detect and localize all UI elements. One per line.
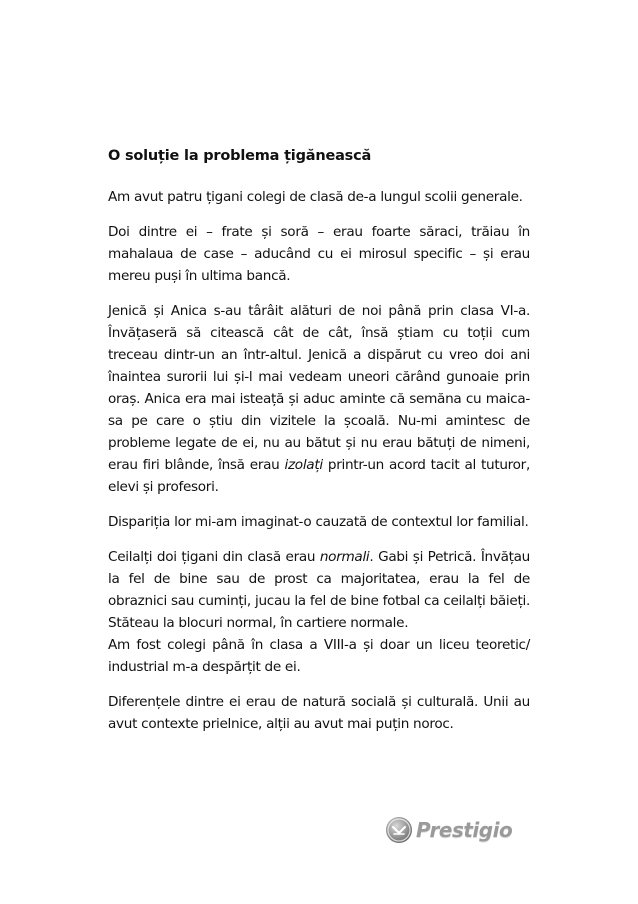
paragraph-5-emphasis: normali (319, 549, 370, 565)
prestigio-logo (386, 815, 534, 845)
paragraph-7: Diferențele dintre ei erau de natură socială și culturală. Unii au avut contexte prielnice, alții au avut mai puțin noroc. (108, 694, 530, 732)
paragraph-3 (108, 300, 530, 498)
paragraph-5-text-start: Ceilalți doi țigani din clasă erau (108, 549, 320, 565)
paragraph-5-text-end: . Gabi și Petrică. Învățau la fel de bine sau de prost ca majoritatea, erau la fel de obraznici sau cuminți, jucau la fel de bine fotbal ca ceilalți băieți. Stăteau la blocuri normal, în cartiere normale. (108, 549, 530, 631)
paragraph-1: Am avut patru țigani colegi de clasă de-a lungul scolii generale. (108, 189, 523, 205)
paragraph-5 (108, 546, 530, 634)
document-body (108, 146, 530, 748)
paragraph-4: Dispariția lor mi-am imaginat-o cauzată de contextul lor familial. (108, 514, 529, 530)
document-title: O soluție la problema țigănească (108, 148, 372, 164)
paragraph-3-text-end: printr-un acord tacit al tuturor, elevi și profesori. (108, 457, 530, 495)
paragraph-3-text-start: Jenică și Anica s-au târâit alături de noi până prin clasa VI-a. Învățaseră să citească cât de cât, însă știam cu toții cum treceau dintr-un an într-altul. Jenică a dispărut cu vreo doi ani înaintea surorii lui și-l mai vedeam uneori cărând gunoaie prin oraș. Anica era mai isteață și aduc aminte că semăna cu maica-sa pe care o știu din vizitele la școală. Nu-mi amintesc de probleme legate de ei, nu au bătut și nu erau bătuți de nimeni, erau firi blânde, însă erau (108, 303, 530, 473)
paragraph-3-emphasis: izolați (284, 457, 323, 473)
prestigio-emblem-icon (386, 817, 412, 843)
prestigio-logo-text: Prestigio (416, 818, 513, 842)
paragraph-2: Doi dintre ei – frate și soră – erau foarte săraci, trăiau în mahalaua de case – aducând cu ei mirosul specific – și erau mereu puși în ultima bancă. (108, 224, 530, 284)
paragraph-6: Am fost colegi până în clasa a VIII-a și doar un liceu teoretic/ industrial m-a despărțit de ei. (108, 637, 530, 675)
